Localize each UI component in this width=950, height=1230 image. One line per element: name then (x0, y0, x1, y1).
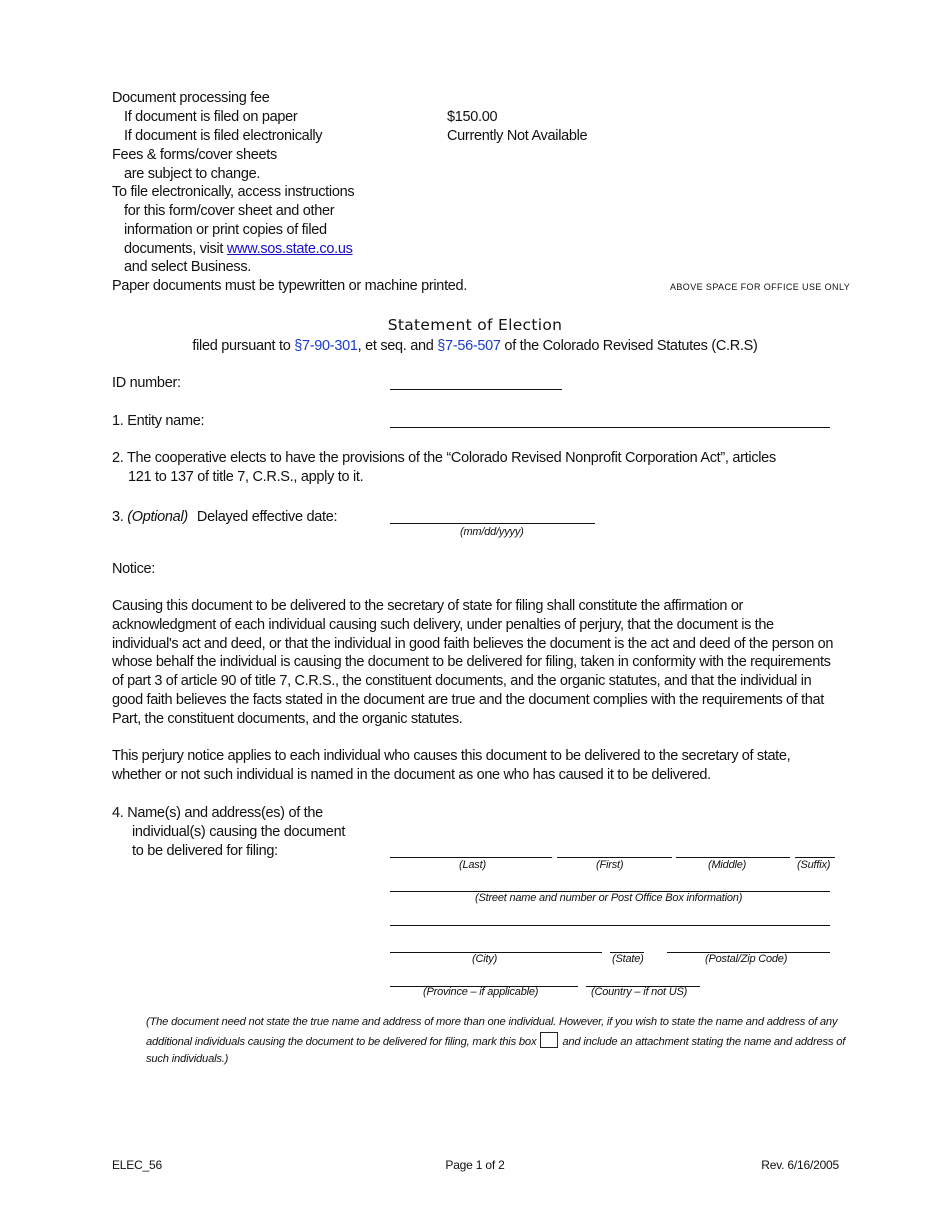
revision-date: Rev. 6/16/2005 (761, 1158, 839, 1172)
country-caption: (Country – if not US) (591, 986, 688, 998)
last-name-field[interactable] (390, 843, 552, 858)
electronic-fee-value: Currently Not Available (447, 128, 588, 144)
form-subtitle (0, 337, 950, 356)
item3-text: Delayed effective date: (196, 509, 338, 525)
subtitle-suffix: of the Colorado Revised Statutes (C.R.S) (500, 338, 758, 354)
form-code: ELEC_56 (112, 1158, 162, 1172)
date-format-caption: (mm/dd/yyyy) (460, 526, 524, 538)
province-field[interactable] (390, 972, 578, 987)
middle-caption: (Middle) (708, 859, 747, 871)
zip-field[interactable] (667, 938, 830, 953)
subtitle-prefix: filed pursuant to (192, 338, 295, 354)
paper-fee-value: $150.00 (447, 109, 498, 125)
first-caption: (First) (596, 859, 624, 871)
note-before: (The document need not state the true name and address of more than one individual. However, if you wish to state the name and address of any additional individuals causing the document to be delivered for filing, mark this box (146, 1016, 838, 1048)
additional-individuals-note (146, 1014, 846, 1069)
id-number-field[interactable] (390, 375, 562, 390)
notice-paragraph-1: Causing this document to be delivered to the secretary of state for filing shall constitute the affirmation or acknowledgment of each individual causing such delivery, under penalties of perjury, that the document is the individual's act and deed, or that the individual in good faith believes the document is the act and deed of the person on whose behalf the individual is causing the document to be delivered for filing, taken in conformity with the requirements of part 3 of article 90 of title 7, C.R.S., the constituent documents, and the organic statutes, and that the individual in good faith believes the facts stated in the document are true and the document complies with the requirements of that Part, the constituent documents, and the organic statutes. (112, 598, 834, 727)
form-title: Statement of Election (387, 316, 563, 334)
efile-line4-prefix: documents, visit (124, 241, 227, 257)
paper-fee-label: If document is filed on paper (124, 109, 298, 125)
subtitle-mid: , et seq. and (357, 338, 438, 354)
province-caption: (Province – if applicable) (423, 986, 539, 998)
entity-name-field[interactable] (390, 413, 830, 428)
additional-individuals-checkbox[interactable] (540, 1032, 558, 1048)
item3-label (112, 508, 337, 527)
efile-line1: To file electronically, access instructions (112, 184, 355, 200)
state-field[interactable] (610, 938, 644, 953)
city-caption: (City) (472, 953, 498, 965)
efile-line4 (124, 240, 353, 259)
item4-line1: 4. Name(s) and address(es) of the (112, 805, 323, 821)
item4-line2: individual(s) causing the document (132, 824, 346, 840)
page-number: Page 1 of 2 (445, 1158, 505, 1172)
paper-docs-note: Paper documents must be typewritten or machine printed. (112, 278, 468, 294)
statute-ref-7-90-301[interactable]: §7-90-301 (294, 338, 358, 354)
note-after: and include an attachment stating the name and address of such individuals.) (146, 1035, 846, 1065)
fee-heading: Document processing fee (112, 90, 270, 106)
middle-name-field[interactable] (676, 843, 790, 858)
entity-name-label: 1. Entity name: (112, 413, 205, 429)
fees-note-line2: are subject to change. (124, 166, 261, 182)
state-caption: (State) (612, 953, 644, 965)
street-line2-field[interactable] (390, 911, 830, 926)
street-caption: (Street name and number or Post Office Box information) (475, 892, 743, 904)
country-field[interactable] (586, 972, 700, 987)
last-caption: (Last) (459, 859, 486, 871)
zip-caption: (Postal/Zip Code) (705, 953, 788, 965)
suffix-caption: (Suffix) (797, 859, 831, 871)
first-name-field[interactable] (557, 843, 672, 858)
item4-line3: to be delivered for filing: (132, 843, 278, 859)
notice-paragraph-2: This perjury notice applies to each individual who causes this document to be delivered to the secretary of state, whether or not such individual is named in the document as one who has caused it to be delivered. (112, 748, 791, 783)
delayed-date-field[interactable] (390, 509, 595, 524)
electronic-fee-label: If document is filed electronically (124, 128, 323, 144)
item2-line1: 2. The cooperative elects to have the provisions of the “Colorado Revised Nonprofit Corporation Act”, articles (112, 450, 776, 466)
item3-number: 3. (112, 509, 128, 525)
statute-ref-7-56-507[interactable]: §7-56-507 (437, 338, 501, 354)
item2-line2: 121 to 137 of title 7, C.R.S., apply to it. (128, 469, 364, 485)
item3-optional: (Optional) (127, 509, 188, 525)
sos-website-link[interactable]: www.sos.state.co.us (226, 241, 353, 257)
efile-line2: for this form/cover sheet and other (124, 203, 335, 219)
office-use-label: ABOVE SPACE FOR OFFICE USE ONLY (670, 282, 851, 292)
suffix-field[interactable] (795, 843, 835, 858)
city-field[interactable] (390, 938, 602, 953)
street-field[interactable] (390, 877, 830, 892)
fees-note-line1: Fees & forms/cover sheets (112, 147, 277, 163)
efile-line5: and select Business. (124, 259, 251, 275)
efile-line3: information or print copies of filed (124, 222, 327, 238)
id-number-label: ID number: (112, 375, 181, 391)
notice-heading: Notice: (112, 561, 156, 577)
